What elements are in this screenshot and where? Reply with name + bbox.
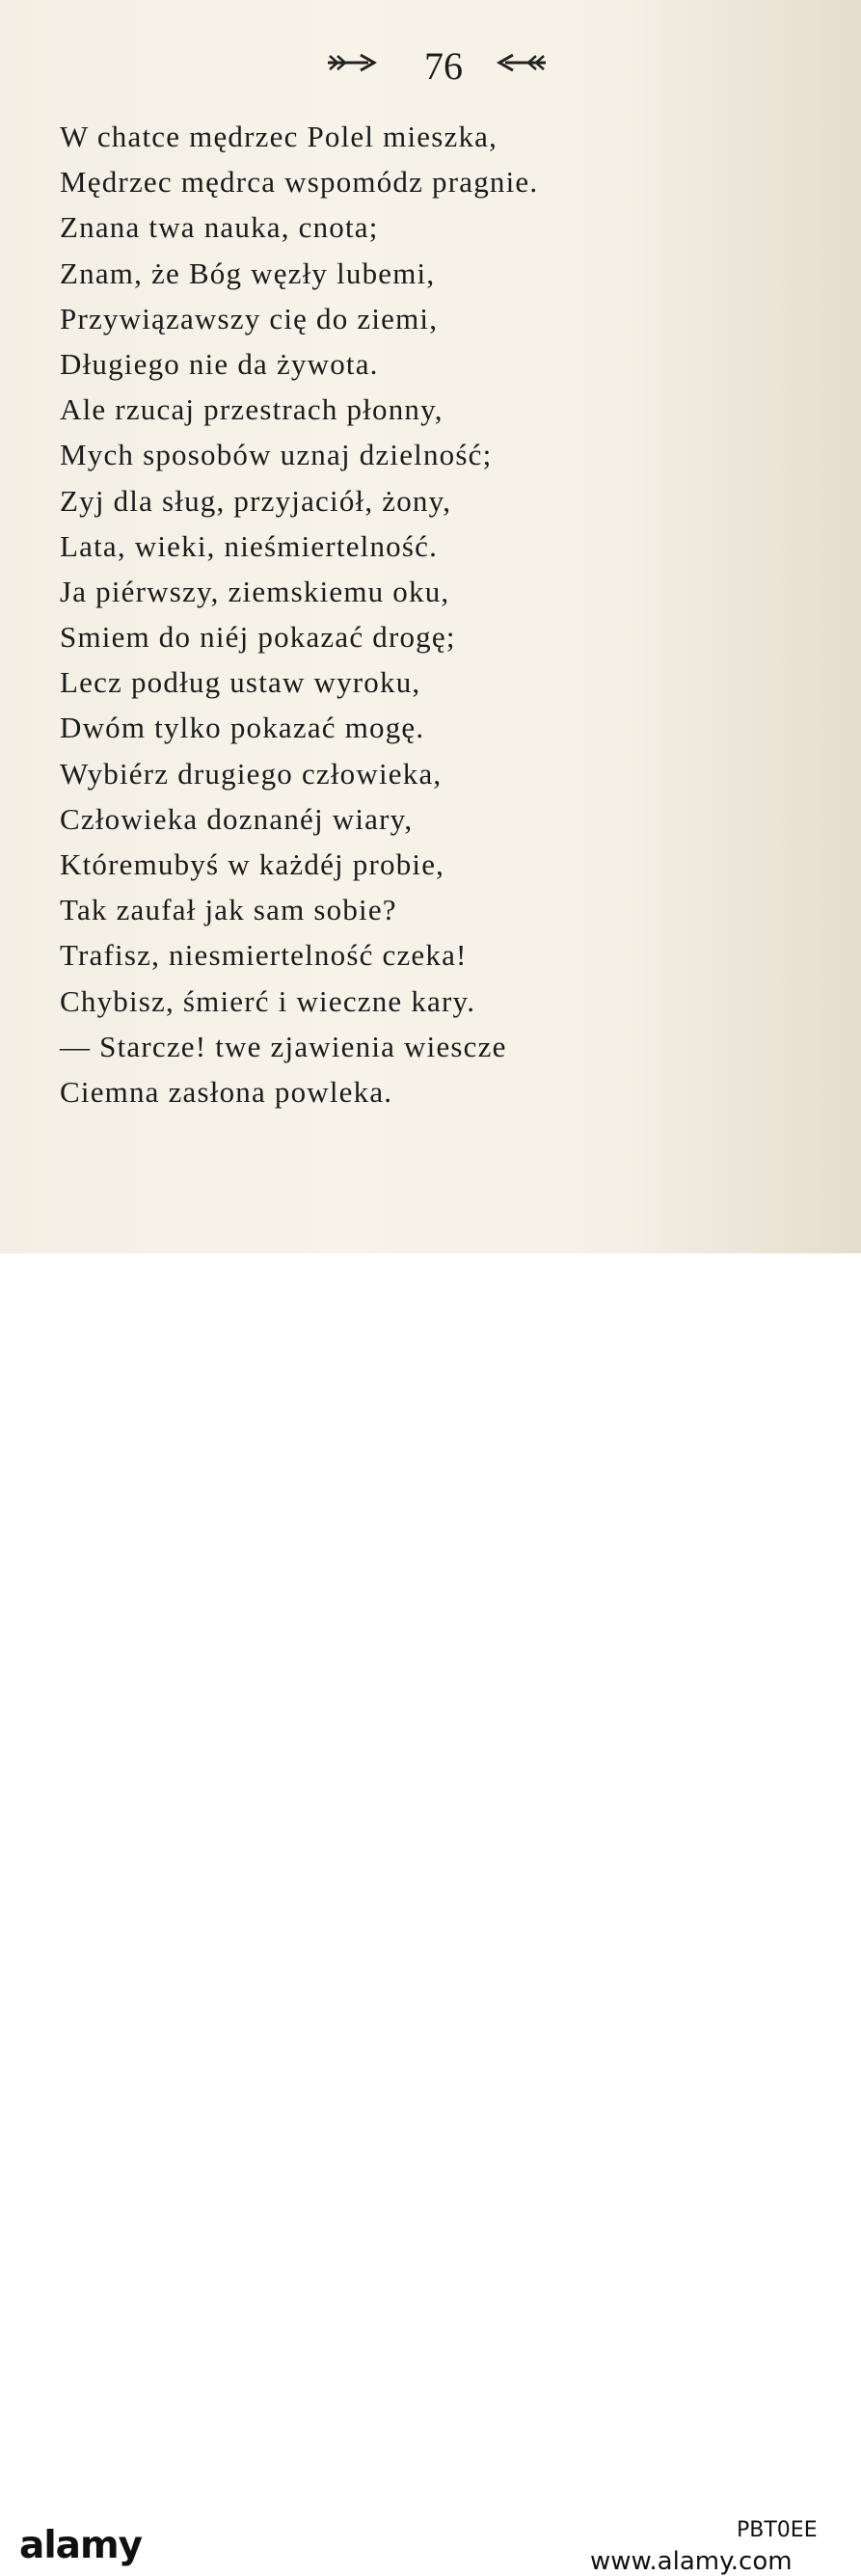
book-page	[0, 0, 861, 1253]
poem-line: Mych sposobów uznaj dzielność;	[60, 438, 493, 472]
poem-line: Ja piérwszy, ziemskiemu oku,	[60, 574, 450, 608]
poem-line: Któremubyś w każdéj probie,	[60, 847, 445, 881]
poem-line: Tak zaufał jak sam sobie?	[60, 893, 397, 927]
poem-line: Ciemna zasłona powleka.	[60, 1074, 393, 1109]
poem-line: W chatce mędrzec Polel mieszka,	[60, 120, 498, 153]
poem-line: Przywiązawszy cię do ziemi,	[60, 301, 439, 335]
watermark-footer	[0, 1253, 861, 2576]
watermark-url: www.alamy.com	[590, 2547, 793, 2576]
poem-line: Wybiérz drugiego człowieka,	[60, 756, 443, 791]
poem-line: Chybisz, śmierć i wieczne kary.	[60, 983, 476, 1018]
poem-line: — Starcze! twe zjawienia wiescze	[60, 1029, 507, 1063]
page-header	[0, 42, 861, 91]
poem-line: Lecz podług ustaw wyroku,	[60, 665, 421, 700]
poem-line: Lata, wieki, nieśmiertelność.	[60, 528, 439, 563]
poem-text	[60, 114, 686, 1114]
watermark-logo: alamy	[19, 2524, 143, 2567]
poem-line: Ale rzucaj przestrach płonny,	[60, 392, 444, 427]
poem-line: Znana twa nauka, cnota;	[60, 210, 379, 245]
page-number: 76	[424, 44, 463, 88]
watermark-id: PBT0EE	[737, 2518, 818, 2542]
poem-line: Mędrzec mędrca wspomódz pragnie.	[60, 165, 539, 200]
poem-line: Trafisz, niesmiertelność czeka!	[60, 938, 468, 973]
poem-line: Dwóm tylko pokazać mogę.	[60, 711, 425, 745]
poem-line: Zyj dla sług, przyjaciół, żony,	[60, 483, 452, 518]
left-ornament-icon	[326, 52, 382, 73]
poem-line: Człowieka doznanéj wiary,	[60, 801, 414, 836]
poem-line: Długiego nie da żywota.	[60, 346, 379, 381]
poem-line: Znam, że Bóg węzły lubemi,	[60, 255, 436, 290]
right-ornament-icon	[492, 52, 548, 73]
poem-line: Smiem do niéj pokazać drogę;	[60, 620, 456, 655]
